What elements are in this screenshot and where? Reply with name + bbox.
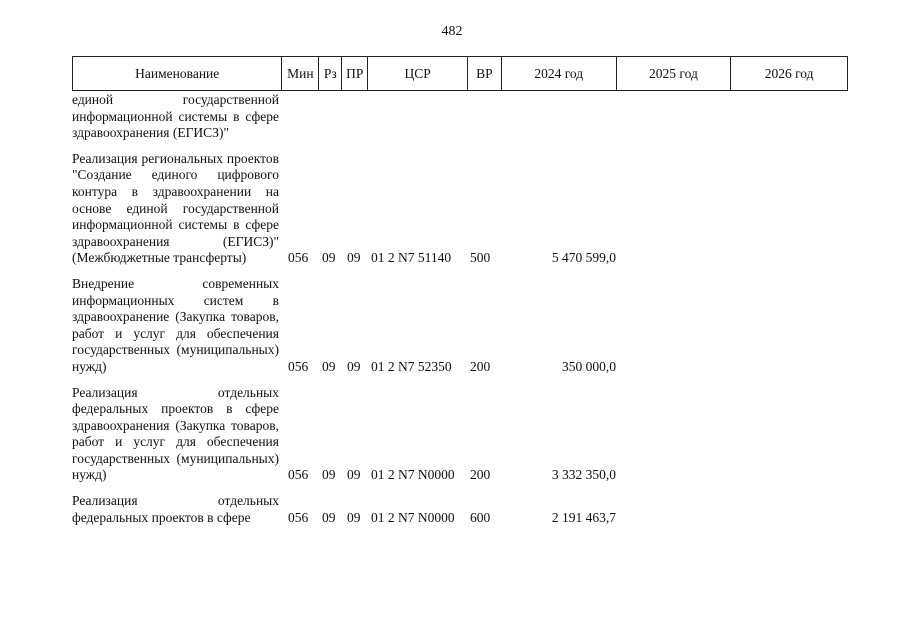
row-min: 056 bbox=[288, 467, 309, 483]
header-rz: Рз bbox=[319, 57, 342, 90]
row-2024: 3 332 350,0 bbox=[551, 467, 616, 483]
table-row bbox=[72, 385, 848, 485]
row-2024: 350 000,0 bbox=[562, 358, 616, 374]
header-2024: 2024 год bbox=[502, 57, 617, 90]
row-rz: 09 bbox=[322, 509, 336, 525]
row-name: единой государственной информационной системы в сфере здравоохранения (ЕГИСЗ)" bbox=[72, 92, 279, 141]
header-csr: ЦСР bbox=[368, 57, 468, 90]
row-min: 056 bbox=[288, 509, 309, 525]
header-name: Наименование bbox=[73, 57, 282, 90]
row-csr: 01 2 N7 N0000 bbox=[371, 509, 455, 525]
row-rz: 09 bbox=[322, 467, 336, 483]
row-csr: 01 2 N7 N0000 bbox=[371, 467, 455, 483]
row-pr: 09 bbox=[347, 509, 361, 525]
row-pr: 09 bbox=[347, 250, 361, 266]
row-name: Реализация региональных проектов "Создание единого цифрового контура в здравоохранении на основе единой государственной информационной системы в сфере здравоохранения (ЕГИСЗ)" (Межбюджетные трансферты) bbox=[72, 150, 279, 266]
header-vr: ВР bbox=[468, 57, 502, 90]
row-pr: 09 bbox=[347, 467, 361, 483]
table-row bbox=[72, 151, 848, 267]
header-2025: 2025 год bbox=[617, 57, 732, 90]
row-min: 056 bbox=[288, 358, 309, 374]
table-row bbox=[72, 276, 848, 376]
row-vr: 600 bbox=[470, 509, 491, 525]
header-min: Мин bbox=[282, 57, 319, 90]
page-number: 482 bbox=[441, 24, 463, 39]
row-vr: 200 bbox=[470, 358, 491, 374]
row-name: Реализация отдельных федеральных проектов в сфере bbox=[72, 493, 279, 525]
row-2024: 5 470 599,0 bbox=[551, 250, 616, 266]
row-csr: 01 2 N7 52350 bbox=[371, 358, 452, 374]
row-name: Внедрение современных информационных систем в здравоохранение (Закупка товаров, работ и услуг для обеспечения государственных (муниципальных) нужд) bbox=[72, 275, 279, 374]
row-2024: 2 191 463,7 bbox=[551, 509, 616, 525]
table-row bbox=[72, 493, 848, 526]
table-body bbox=[72, 92, 848, 526]
header-2026: 2026 год bbox=[764, 65, 814, 81]
row-rz: 09 bbox=[322, 250, 336, 266]
row-rz: 09 bbox=[322, 358, 336, 374]
header-pr: ПР bbox=[342, 57, 368, 90]
row-min: 056 bbox=[288, 250, 309, 266]
table-row bbox=[72, 92, 848, 142]
table-header bbox=[72, 56, 848, 91]
row-pr: 09 bbox=[347, 358, 361, 374]
row-csr: 01 2 N7 51140 bbox=[371, 250, 452, 266]
row-name: Реализация отдельных федеральных проектов в сфере здравоохранения (Закупка товаров, работ и услуг для обеспечения государственных (муниципальных) нужд) bbox=[72, 384, 279, 483]
row-vr: 200 bbox=[470, 467, 491, 483]
row-vr: 500 bbox=[470, 250, 491, 266]
